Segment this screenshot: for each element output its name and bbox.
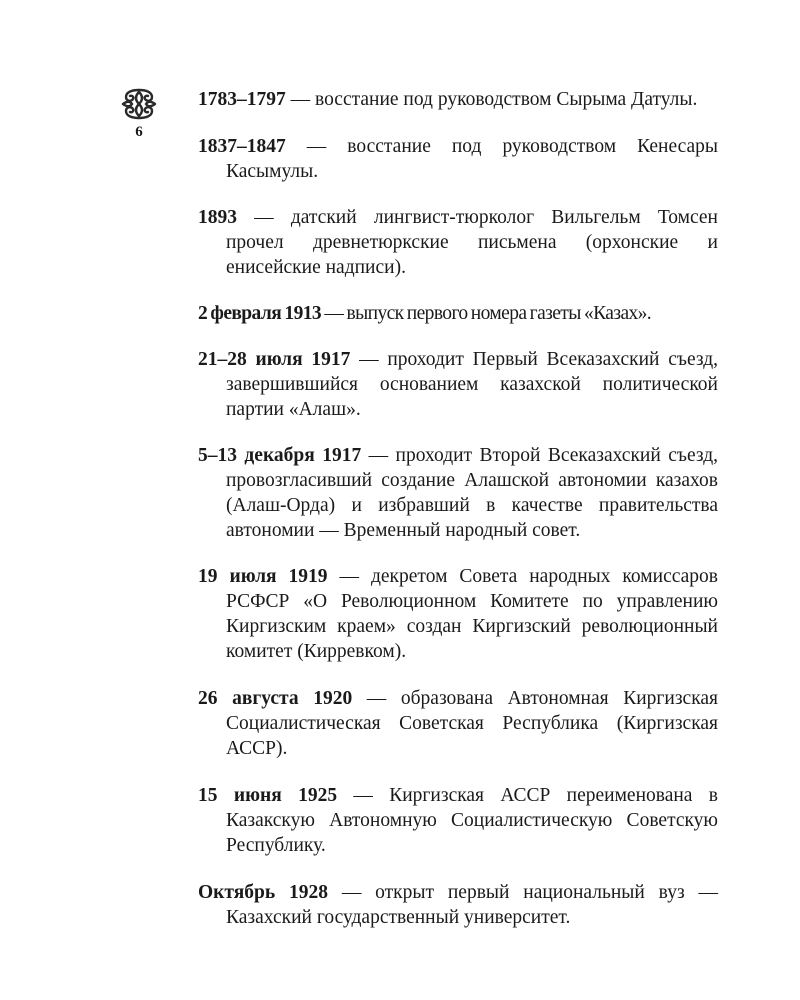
chronology-list xyxy=(198,87,718,930)
chronology-entry xyxy=(198,205,718,280)
chronology-entry xyxy=(198,783,718,858)
entry-date: 1893 xyxy=(198,207,237,228)
entry-text: — открыт первый национальный вуз — Казахский государственный университет. xyxy=(226,882,718,928)
entry-text: — восстание под руководством Сырыма Датулы. xyxy=(285,89,698,110)
entry-text: — восстание под руководством Кенесары Касымулы. xyxy=(226,136,718,182)
entry-date: 1837–1847 xyxy=(198,136,286,157)
entry-text: — датский лингвист-тюрколог Вильгельм Томсен прочел древнетюркские письмена (орхонские и енисейские надписи). xyxy=(226,207,718,278)
entry-date: 26 августа 1920 xyxy=(198,688,353,709)
entry-date: Октябрь 1928 xyxy=(198,882,329,903)
chronology-entry xyxy=(198,443,718,543)
entry-text: — проходит Первый Всеказахский съезд, завершившийся основанием казахской политической партии «Алаш». xyxy=(226,349,718,420)
entry-date: 21–28 июля 1917 xyxy=(198,349,351,370)
entry-date: 19 июля 1919 xyxy=(198,566,328,587)
entry-date: 5–13 декабря 1917 xyxy=(198,445,362,466)
entry-text: — проходит Второй Всеказахский съезд, провозгласивший создание Алашской автономии казахов (Алаш-Орда) и избравший в качестве правительства автономии — Временный народный совет. xyxy=(226,445,718,541)
chronology-entry xyxy=(198,880,718,930)
entry-date: 15 июня 1925 xyxy=(198,785,338,806)
chronology-entry xyxy=(198,134,718,184)
entry-date: 2 февраля 1913 xyxy=(198,303,322,324)
entry-date: 1783–1797 xyxy=(198,89,286,110)
entry-text: — выпуск первого номера газеты «Казах». xyxy=(321,303,652,324)
chronology-entry xyxy=(198,686,718,761)
chronology-entry xyxy=(198,87,718,112)
chronology-entry xyxy=(198,347,718,422)
page-number: 6 xyxy=(135,124,143,140)
entry-text: — образована Автономная Киргизская Социалистическая Советская Республика (Киргизская АССР). xyxy=(226,688,718,759)
chronology-entry xyxy=(198,301,718,326)
chronology-entry xyxy=(198,564,718,664)
entry-text: — декретом Совета народных комиссаров РСФСР «О Революционном Комитете по управлению Киргизским краем» создан Киргизский революционный комитет (Кирревком). xyxy=(226,566,718,662)
entry-text: — Киргизская АССР переименована в Казакскую Автономную Социалистическую Советскую Республику. xyxy=(226,785,718,856)
kazakh-ornament-icon xyxy=(118,86,160,122)
